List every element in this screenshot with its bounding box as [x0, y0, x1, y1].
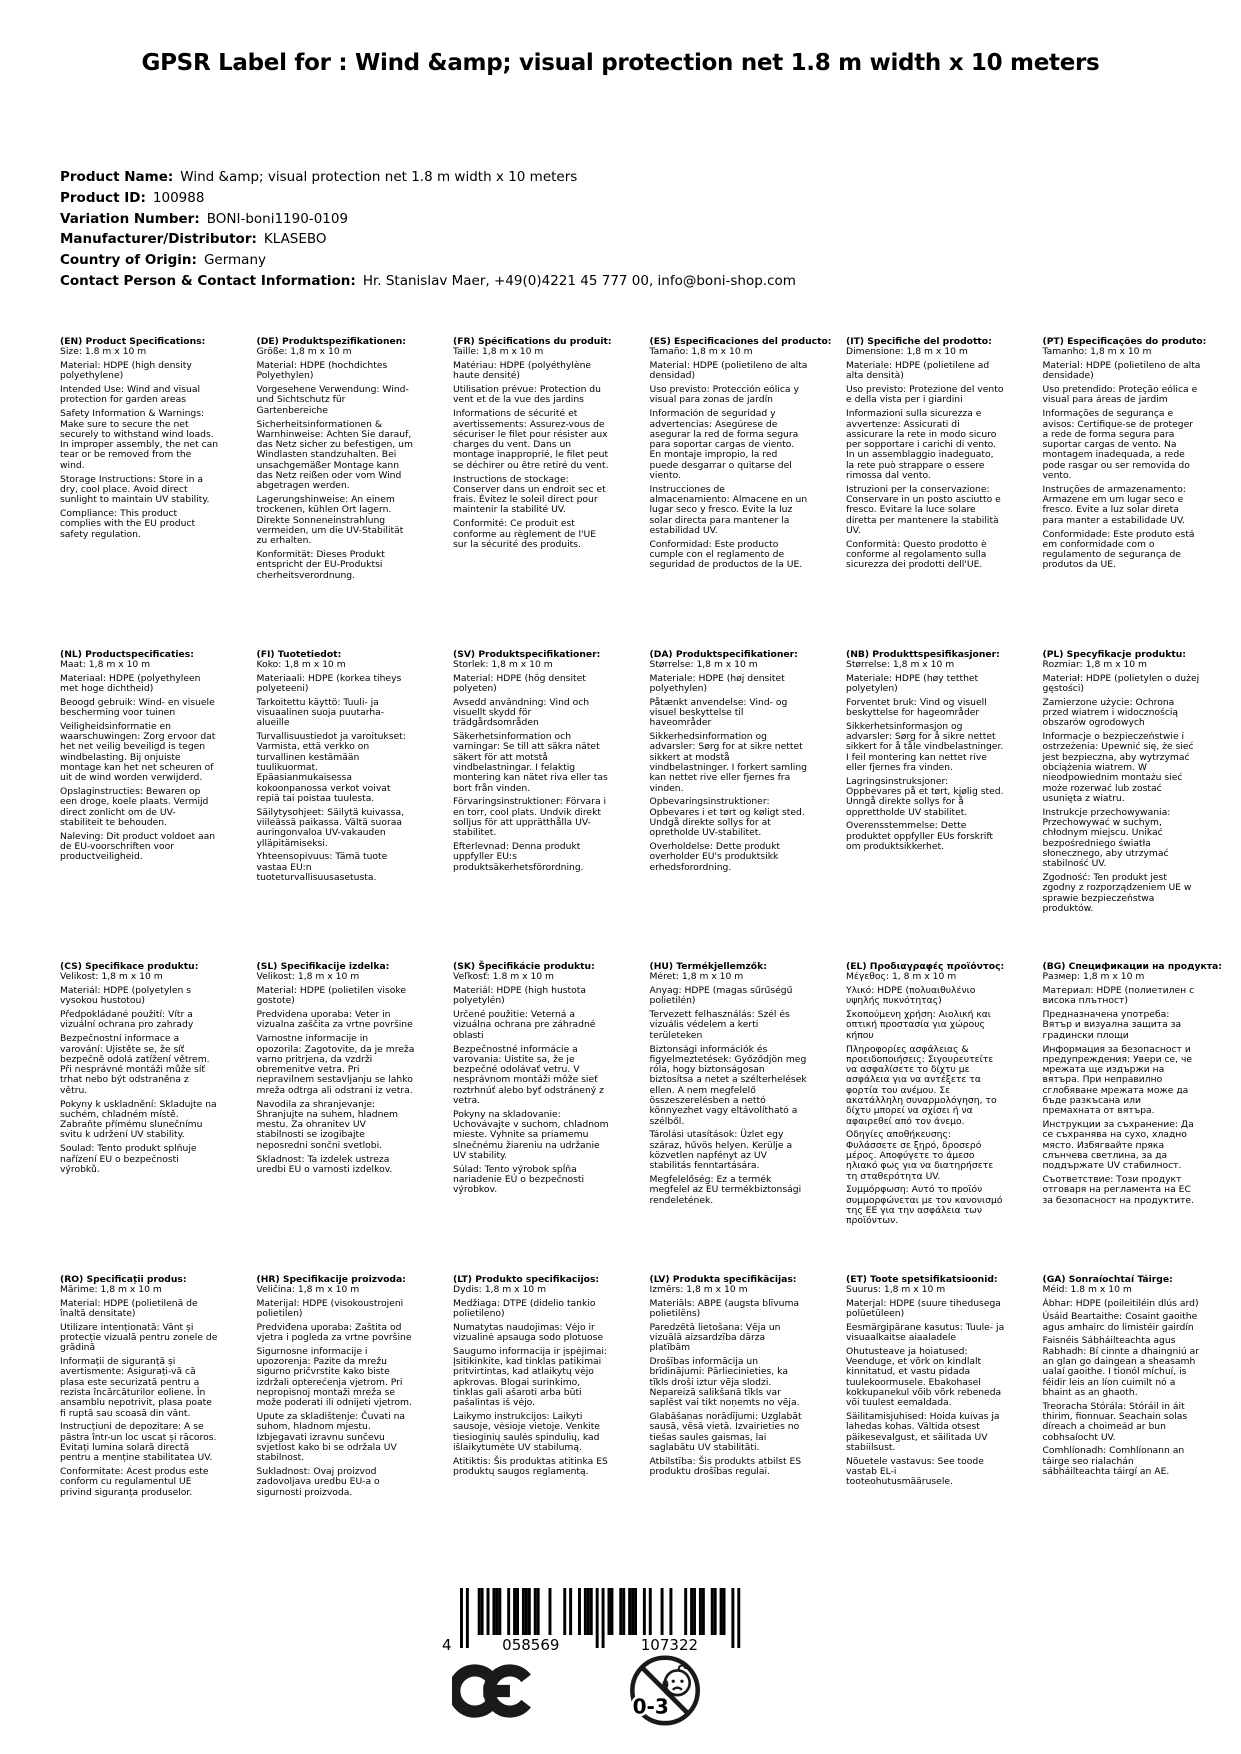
section-paragraph: Информация за безопасност и предупреждения: Увери се, че мрежата ще издържи на вятъра. При неправилно сглобяване мрежата може да бъде разкъсана или премахната от вятъра. — [1042, 1043, 1193, 1117]
language-section — [60, 337, 257, 650]
section-paragraph: Uso previsto: Protezione del vento e della vista per i giardini — [846, 384, 1004, 406]
section-paragraph: Skladnost: Ta izdelek ustreza uredbi EU o varnosti izdelkov. — [256, 1153, 393, 1175]
language-section — [257, 337, 454, 650]
product-info-label: Country of Origin: — [60, 252, 197, 269]
language-section — [650, 650, 847, 963]
language-section — [257, 962, 454, 1275]
section-paragraph: Utilisation prévue: Protection du vent et de la vue des jardins — [453, 384, 601, 406]
section-paragraph: Utilizare intenționată: Vânt și protecție vizuală pentru zonele de grădină — [60, 1321, 218, 1354]
section-paragraph: Påtænkt anvendelse: Vind- og visuel beskyttelse til haveområder — [649, 696, 788, 729]
section-paragraph: Conformidad: Este producto cumple con el reglamento de seguridad de productos de la UE. — [649, 538, 803, 571]
section-paragraph: Treoracha Stórála: Stóráil in áit thirim, fionnuar. Seachain solas díreach a choimeád ar bun cobhsaíocht UV. — [1042, 1400, 1188, 1443]
section-paragraph: Materiale: HDPE (polietilene ad alta densità) — [846, 360, 990, 382]
language-section — [257, 650, 454, 963]
section-paragraph: Размер: 1,8 m x 10 m — [1042, 971, 1145, 983]
product-info-value: Wind &amp; visual protection net 1.8 m width x 10 meters — [180, 169, 578, 185]
section-paragraph: Πληροφορίες ασφάλειας & προειδοποιήσεις: Σιγουρευτείτε να ασφαλίσετε το δίχτυ με ασφάλεια για να αντέξετε τα φορτία του ανέμου. Σε ακατάλληλη συναρμολόγηση, το δίχτυ μπορεί να σχίσει ή να αφαιρεθεί από τον άνεμο. — [846, 1043, 997, 1127]
section-paragraph: Materiál: HDPE (polyetylen s vysokou hustotou) — [60, 985, 192, 1007]
language-section — [650, 1275, 847, 1588]
section-paragraph: Sikkerhedsinformation og advarsler: Sørg for at sikre nettet sikkert at modstå vindbelastninger. I forkert samling kan nettet rive eller fjernes fra vinden. — [649, 731, 807, 794]
section-paragraph: Material: HDPE (polietileno de alta densidad) — [649, 360, 808, 382]
section-paragraph: Efterlevnad: Denna produkt uppfyller EU:s produktsäkerhetsförordning. — [453, 841, 584, 873]
section-paragraph: Materiale: HDPE (høj densitet polyethylen) — [649, 672, 785, 694]
product-info-value: BONI-boni1190-0109 — [206, 210, 349, 227]
section-paragraph: Instrucțiuni de depozitare: A se păstra într-un loc uscat și răcoros. Evitați lumina solară directă pentru a menține stabilitatea UV. — [60, 1421, 217, 1464]
section-paragraph: Μέγεθος: 1, 8 m x 10 m — [846, 971, 957, 983]
section-paragraph: Avsedd användning: Vind och visuellt skydd för trädgårdsområden — [453, 696, 590, 729]
section-paragraph: Nõuetele vastavus: See toode vastab EL-i tooteohutusmäärusele. — [846, 1455, 984, 1488]
page-title: GPSR Label for : Wind &amp; visual protection net 1.8 m width x 10 meters — [141, 50, 1100, 76]
section-paragraph: Matériau: HDPE (polyéthylène haute densité) — [453, 360, 592, 382]
language-section-header: (SK) Špecifikácie produktu: — [453, 961, 595, 972]
product-info-row — [60, 271, 796, 292]
section-paragraph: Maat: 1,8 m x 10 m — [60, 658, 151, 670]
section-paragraph: Säilytysohjeet: Säilytä kuivassa, viileässä paikassa. Vältä suoraa auringonvaloa UV-vakauden ylläpitämiseksi. — [256, 806, 405, 849]
section-paragraph: Drošības informācija un brīdinājumi: Pārliecinieties, ka tīkls droši iztur vēja slodzi. Nepareizā salikšanā tīkls var saplēst vai tikt noņemts no vēja. — [649, 1356, 800, 1409]
age-warning-0-3-icon — [629, 1655, 701, 1727]
language-section-header: (PL) Specyfikacje produktu: — [1042, 648, 1186, 660]
product-info-row — [60, 209, 796, 230]
product-info-block — [60, 167, 796, 292]
ce-mark-icon — [452, 1662, 538, 1720]
product-info-value: KLASEBO — [263, 231, 327, 248]
section-paragraph: Størrelse: 1,8 m x 10 m — [846, 658, 955, 670]
section-paragraph: Úsáid Beartaithe: Cosaint gaoithe agus amhairc do limistéir gairdín — [1042, 1311, 1198, 1333]
section-paragraph: Atitiktis: Šis produktas atitinka ES produktų saugos reglamentą. — [453, 1455, 608, 1478]
product-info-label: Product ID: — [60, 189, 146, 206]
section-paragraph: Conformidade: Este produto está em conformidade com o regulamento de segurança de produtos da UE. — [1042, 528, 1195, 571]
section-paragraph: Glabāšanas norādījumi: Uzglabāt sausā, vēsā vietā. Izvairieties no tiešas saules gaismas, lai saglabātu UV stabilitāti. — [649, 1411, 802, 1453]
section-paragraph: Velikost: 1,8 m x 10 m — [256, 971, 360, 983]
section-paragraph: Predvidena uporaba: Veter in vizualna zaščita za vrtne površine — [256, 1009, 413, 1031]
section-paragraph: Suurus: 1,8 m x 10 m — [846, 1283, 946, 1295]
section-paragraph: Veličina: 1,8 m x 10 m — [256, 1283, 360, 1295]
section-paragraph: Material: HDPE (high density polyethylene) — [60, 360, 192, 382]
language-section-header: (SV) Produktspecifikationer: — [453, 648, 601, 660]
section-paragraph: Turvallisuustiedot ja varoitukset: Varmista, että verkko on turvallinen kestämään tuulikuormat. Epäasianmukaisessa kokoonpanossa verkot voivat repiä tai poistaa tuulesta. — [256, 731, 406, 804]
section-paragraph: Größe: 1,8 m x 10 m — [256, 346, 352, 358]
section-paragraph: Material: HDPE (polietilen visoke gostote) — [256, 985, 407, 1007]
section-paragraph: Určené použitie: Veterná a vizuálna ochrana pre záhradné oblasti — [453, 1009, 596, 1041]
language-section — [846, 1275, 1043, 1588]
section-paragraph: Safety Information & Warnings: Make sure to secure the net securely to withstand wind loads. In improper assembly, the net can tear or be removed from the wind. — [60, 408, 219, 471]
ean13-barcode — [430, 1586, 750, 1658]
section-paragraph: Naleving: Dit product voldoet aan de EU-voorschriften voor productveiligheid. — [60, 830, 216, 863]
language-section-header: (LV) Produkta specifikācijas: — [649, 1273, 797, 1285]
section-paragraph: Paredzētā lietošana: Vēja un vizuālā aizsardzība dārza platībām — [649, 1321, 781, 1354]
section-paragraph: Bezpečnostné informácie a varovania: Uistite sa, že je bezpečné odolávať vetru. V nesprávnom montáži môže sieť roztrhnúť alebo byť odstránený z vetra. — [453, 1043, 604, 1107]
section-paragraph: Material: HDPE (polietileno de alta densidade) — [1042, 360, 1201, 382]
section-paragraph: Istruzioni per la conservazione: Conservare in un posto asciutto e fresco. Evitare la luce solare diretta per mantenere la stabilità UV. — [846, 483, 1001, 537]
language-section-header: (CS) Specifikace produktu: — [60, 961, 199, 972]
section-paragraph: Conformité: Ce produit est conforme au règlement de l'UE sur la sécurité des produits. — [453, 518, 597, 550]
language-section — [60, 1275, 257, 1588]
section-paragraph: Veiligheidsinformatie en waarschuwingen: Zorg ervoor dat het net veilig beveiligd is tegen windbelasting. Bij onjuiste montage kan het net scheuren of uit de wind worden verwijderd. — [60, 720, 216, 784]
section-paragraph: Medžiaga: DTPE (didelio tankio polietileno) — [453, 1297, 596, 1319]
language-section-header: (IT) Specifiche del prodotto: — [846, 336, 992, 347]
language-section-header: (LT) Produkto specifikacijos: — [453, 1273, 600, 1285]
barcode-digit-left: 4 — [442, 1636, 452, 1654]
language-sections-grid — [60, 337, 1239, 1587]
section-paragraph: Izmērs: 1,8 m x 10 m — [649, 1283, 748, 1295]
product-info-row — [60, 229, 796, 250]
section-paragraph: Säilitamisjuhised: Hoida kuivas ja lahedas kohas. Vältida otsest päikesevalgust, et säilitada UV stabiilsust. — [846, 1411, 1000, 1453]
section-paragraph: Dydis: 1,8 m x 10 m — [453, 1283, 547, 1295]
section-paragraph: Eesmärgipärane kasutus: Tuule- ja visuaalkaitse aiaaladele — [846, 1321, 1005, 1343]
section-paragraph: Soulad: Tento produkt splňuje nařízení EU o bezpečnosti výrobků. — [60, 1143, 197, 1175]
language-section — [1043, 1275, 1240, 1588]
section-paragraph: Varnostne informacije in opozorila: Zagotovite, da je mreža varno pritrjena, da vzdrži obremenitve vetra. Pri nepravilnem sestavljanju se lahko mreža odtrga ali odstrani iz vetra. — [256, 1033, 415, 1096]
product-info-row — [60, 167, 796, 188]
section-paragraph: Size: 1.8 m x 10 m — [60, 346, 147, 358]
section-paragraph: Материал: HDPE (полиетилен с висока плътност) — [1042, 985, 1195, 1007]
section-paragraph: Opslaginstructies: Bewaren op een droge, koele plaats. Vermijd direct zonlicht om de UV-stabiliteit te behouden. — [60, 786, 209, 828]
section-paragraph: Informations de sécurité et avertissements: Assurez-vous de sécuriser le filet pour résister aux charges du vent. Dans un montage inapproprié, le filet peut se déchirer ou être retiré du vent. — [453, 408, 609, 471]
section-paragraph: Comhlíonadh: Comhlíonann an táirge seo rialachán sábháilteachta táirgí an AE. — [1042, 1445, 1185, 1478]
section-paragraph: Säkerhetsinformation och varningar: Se till att säkra nätet säkert för att motstå vindbelastningar. I felaktig montering kan nätet riva eller tas bort från vinden. — [453, 731, 608, 794]
section-paragraph: Mărime: 1,8 m x 10 m — [60, 1283, 162, 1295]
product-info-label: Contact Person & Contact Information: — [60, 272, 356, 289]
product-info-value: Hr. Stanislav Maer, +49(0)4221 45 777 00, info@boni-shop.com — [362, 272, 796, 289]
section-paragraph: Material: HDPE (polietilenă de înaltă densitate) — [60, 1297, 198, 1319]
section-paragraph: Anyag: HDPE (magas sűrűségű polietilén) — [649, 985, 793, 1007]
language-section — [1043, 337, 1240, 650]
section-paragraph: Opbevaringsinstruktioner: Opbevares i et tørt og køligt sted. Undgå direkte sollys for at opretholde UV-stabilitet. — [649, 796, 805, 839]
section-paragraph: Materiale: HDPE (høy tetthet polyetylen) — [846, 672, 979, 694]
product-info-row — [60, 188, 796, 209]
section-paragraph: Laikymo instrukcijos: Laikyti sausoje, vėsioje vietoje. Venkite tiesioginių saulės spindulių, kad išlaikytumėte UV stabilumą. — [453, 1411, 600, 1453]
section-paragraph: Størrelse: 1,8 m x 10 m — [649, 658, 758, 670]
language-section-header: (FI) Tuotetiedot: — [256, 648, 342, 660]
section-paragraph: Storage Instructions: Store in a dry, cool place. Avoid direct sunlight to maintain UV stability. — [60, 473, 210, 506]
section-paragraph: Sicherheitsinformationen & Warnhinweise: Achten Sie darauf, das Netz sicher zu befestigen, um Windlasten standzuhalten. Bei unsachgemäßer Montage kann das Netz reißen oder vom Wind abgetragen werden. — [256, 418, 413, 492]
section-paragraph: Overensstemmelse: Dette produktet oppfyller EUs forskrift om produktsikkerhet. — [846, 820, 994, 853]
section-paragraph: Overholdelse: Dette produkt overholder EU's produktsikk erhedsforordning. — [649, 841, 781, 873]
language-section — [257, 1275, 454, 1588]
section-paragraph: Información de seguridad y advertencias: Asegúrese de asegurar la red de forma segura para soportar cargas de viento. En montaje impropio, la red puede desgarrar o quitarse del viento. — [649, 408, 799, 482]
section-paragraph: Conformitate: Acest produs este conform cu regulamentul UE privind siguranța produselor. — [60, 1466, 209, 1498]
section-paragraph: Sukladnost: Ovaj proizvod zadovoljava uredbu EU-a o sigurnosti proizvoda. — [256, 1466, 380, 1498]
section-paragraph: Bezpečnostní informace a varování: Ujistěte se, že síť bezpečně odolá zatížení větrem. Při nesprávné montáži může síť trhat nebo být odstraněna z větru. — [60, 1033, 210, 1096]
section-paragraph: Megfelelőség: Ez a termék megfelel az EU termékbiztonsági rendeletének. — [649, 1174, 802, 1206]
language-section-header: (NL) Productspecificaties: — [60, 648, 194, 660]
section-paragraph: Informazioni sulla sicurezza e avvertenze: Assicurati di assicurare la rete in modo sicuro per sopportare i carichi di vento. In un assemblaggio inadeguato, la rete può strappare o essere rimossa dal vento. — [846, 408, 997, 482]
language-section — [1043, 962, 1240, 1275]
section-paragraph: Intended Use: Wind and visual protection for garden areas — [60, 384, 201, 406]
section-paragraph: Συμμόρφωση: Αυτό το προϊόν συμμορφώνεται με τον κανονισμό της ΕΕ για την ασφάλεια των προϊόντων. — [846, 1184, 1003, 1227]
language-section-header: (GA) Sonraíochtaí Táirge: — [1042, 1273, 1173, 1285]
language-section — [846, 337, 1043, 650]
age-range-label: 0-3 — [632, 1694, 669, 1719]
section-paragraph: Saugumo informacija ir įspėjimai: Įsitikinkite, kad tinklas patikimai pritvirtintas, kad atlaikytų vėjo apkrovas. Blogai surinkimo, tinklas gali ašaroti arba būti pašalintas iš vėjo. — [453, 1345, 607, 1409]
barcode-digits-group1: 058569 — [502, 1636, 560, 1654]
section-paragraph: Taille: 1,8 m x 10 m — [453, 346, 544, 358]
section-paragraph: Zgodność: Ten produkt jest zgodny z rozporządzeniem UE w sprawie bezpieczeństwa produktów. — [1042, 871, 1192, 914]
section-paragraph: Informações de segurança e avisos: Certifique-se de proteger a rede de forma segura para suportar cargas de vento. Na montagem inadequada, a rede pode rasgar ou ser removida do vento. — [1042, 408, 1194, 482]
section-paragraph: Méret: 1,8 m x 10 m — [649, 971, 744, 983]
product-info-row — [60, 250, 796, 271]
section-paragraph: Materiał: HDPE (polietylen o dużej gęstości) — [1042, 672, 1200, 694]
product-info-value: Germany — [203, 252, 266, 269]
language-section-header: (DA) Produktspecifikationer: — [649, 648, 798, 660]
section-paragraph: Koko: 1,8 m x 10 m — [256, 658, 346, 670]
section-paragraph: Tamaño: 1,8 m x 10 m — [649, 346, 753, 358]
section-paragraph: Numatytas naudojimas: Vėjo ir vizualinė apsauga sodo plotuose — [453, 1321, 604, 1343]
section-paragraph: Οδηγίες αποθήκευσης: Φυλάσσετε σε ξηρό, δροσερό μέρος. Αποφύγετε το άμεσο ηλιακό φως για να διατηρήσετε τη σταθερότητα UV. — [846, 1129, 994, 1182]
section-paragraph: Compliance: This product complies with the EU product safety regulation. — [60, 507, 196, 540]
section-paragraph: Lagerungshinweise: An einem trockenen, kühlen Ort lagern. Direkte Sonneneinstrahlung vermeiden, um die UV-Stabilität zu erhalten. — [256, 494, 404, 547]
section-paragraph: Materiaali: HDPE (korkea tiheys polyeteeni) — [256, 672, 402, 694]
section-paragraph: Instrukcje przechowywania: Przechowywać w suchym, chłodnym miejscu. Unikać bezpośredniego światła słonecznego, aby utrzymać stabilność UV. — [1042, 806, 1171, 870]
section-paragraph: Tervezett felhasználás: Szél és vizuális védelem a kerti területeken — [649, 1009, 790, 1041]
section-paragraph: Υλικό: HDPE (πολυαιθυλένιο υψηλής πυκνότητας) — [846, 985, 976, 1007]
language-section — [453, 962, 650, 1275]
section-paragraph: Yhteensopivuus: Tämä tuote vastaa EU:n tuoteturvallisuusasetusta. — [256, 851, 388, 883]
language-section-header: (EL) Προδιαγραφές προϊόντος: — [846, 961, 1005, 972]
language-section — [453, 337, 650, 650]
section-paragraph: Informații de siguranță și avertismente: Asigurați-vă că plasa este securizată pentru a rezista încărcăturilor eoliene. În ansamblu nepotrivit, plasa poate fi ruptă sau scoasă din vânt. — [60, 1356, 212, 1419]
section-paragraph: Veľkosť: 1.8 m x 10 m — [453, 971, 555, 983]
section-paragraph: Predviđena uporaba: Zaštita od vjetra i pogleda za vrtne površine — [256, 1321, 412, 1343]
section-paragraph: Rozmiar: 1,8 m x 10 m — [1042, 658, 1147, 670]
language-section — [1043, 650, 1240, 963]
section-paragraph: Konformität: Dieses Produkt entspricht der EU-Produktsi cherheitsverordnung. — [256, 549, 385, 581]
section-paragraph: Informacje o bezpieczeństwie i ostrzeżenia: Upewnić się, że sieć jest bezpieczna, aby wytrzymać obciążenia wiatrem. W nieodpowiednim montażu sieć może rozerwać lub zostać usunięta z wiatru. — [1042, 731, 1194, 804]
language-section — [453, 1275, 650, 1588]
section-paragraph: Material: HDPE (hög densitet polyeten) — [453, 672, 586, 694]
section-paragraph: Materjal: HDPE (suure tihedusega polüetüleen) — [846, 1297, 1001, 1319]
section-paragraph: Materijal: HDPE (visokoustrojeni polietilen) — [256, 1297, 404, 1319]
section-paragraph: Forventet bruk: Vind og visuell beskyttelse for hageområder — [846, 696, 987, 718]
product-info-label: Manufacturer/Distributor: — [60, 231, 257, 248]
language-section — [650, 337, 847, 650]
section-paragraph: Předpokládané použití: Vítr a vizuální ochrana pro zahrady — [60, 1009, 194, 1031]
section-paragraph: Dimensione: 1,8 m x 10 m — [846, 346, 968, 358]
section-paragraph: Upute za skladištenje: Čuvati na suhom, hladnom mjestu. Izbjegavati izravnu sunčevu svjetlost kako bi se održala UV stabilnost. — [256, 1411, 406, 1464]
barcode-digits-group2: 107322 — [640, 1636, 699, 1654]
section-paragraph: Lagringsinstruksjoner: Oppbevares på et tørt, kjølig sted. Unngå direkte sollys for å opprettholde UV stabilitet. — [846, 775, 1004, 818]
section-paragraph: Instrucciones de almacenamiento: Almacene en un lugar seco y fresco. Evite la luz solar directa para mantener la estabilidad UV. — [649, 483, 808, 537]
section-paragraph: Uso previsto: Protección eólica y visual para zonas de jardín — [649, 384, 799, 406]
product-info-label: Product Name: — [60, 169, 174, 185]
product-info-label: Variation Number: — [60, 210, 200, 227]
language-section-header: (SL) Specifikacije izdelka: — [256, 961, 390, 972]
section-paragraph: Storlek: 1,8 m x 10 m — [453, 658, 553, 670]
section-paragraph: Méid: 1.8 m x 10 m — [1042, 1283, 1132, 1295]
section-paragraph: Förvaringsinstruktioner: Förvara i en torr, cool plats. Undvik direkt solljus för att upprätthålla UV-stabilitet. — [453, 796, 607, 839]
language-section-header: (BG) Спецификации на продукта: — [1042, 961, 1222, 972]
section-paragraph: Navodila za shranjevanje: Shranjujte na suhem, hladnem mestu. Za ohranitev UV stabilnosti se izogibajte neposredni sončni svetlobi. — [256, 1098, 399, 1151]
section-paragraph: Zamierzone użycie: Ochrona przed wiatrem i widocznością obszarów ogrodowych — [1042, 696, 1179, 729]
product-info-value: 100988 — [152, 189, 205, 206]
section-paragraph: Uso pretendido: Proteção eólica e visual para áreas de jardim — [1042, 384, 1198, 406]
language-section — [453, 650, 650, 963]
section-paragraph: Ohutusteave ja hoiatused: Veenduge, et võrk on kindlalt kinnitatud, et vastu pidada tuulekoormusele. Ebakohasel kokkupanekul võib võrk rebeneda või tuulest eemaldada. — [846, 1345, 1002, 1409]
section-paragraph: Tarkoitettu käyttö: Tuuli- ja visuaalinen suoja puutarha-alueille — [256, 696, 385, 729]
section-paragraph: Инструкции за съхранение: Да се съхранява на сухо, хладно място. Избягвайте пряка слънчева светлина, за да поддържате UV стабилност. — [1042, 1119, 1194, 1172]
baby-face-icon — [663, 1665, 689, 1695]
section-paragraph: Material: HDPE (hochdichtes Polyethylen) — [256, 360, 388, 382]
section-paragraph: Instructions de stockage: Conserver dans un endroit sec et frais. Évitez le soleil direct pour maintenir la stabilité UV. — [453, 473, 606, 516]
section-paragraph: Materiāls: ABPE (augsta blīvuma polietilēns) — [649, 1297, 800, 1319]
language-section-header: (RO) Specificații produs: — [60, 1273, 187, 1285]
section-paragraph: Instruções de armazenamento: Armazene em um lugar seco e fresco. Evite a luz solar direta para manter a estabilidade UV. — [1042, 483, 1186, 526]
section-paragraph: Súlad: Tento výrobok spĺňa nariadenie EÚ o bezpečnosti výrobkov. — [453, 1163, 585, 1196]
section-paragraph: Materiaal: HDPE (polyethyleen met hoge dichtheid) — [60, 672, 201, 694]
language-section-header: (NB) Produkttspesifikasjoner: — [846, 648, 1000, 660]
section-paragraph: Atbilstība: Šis produkts atbilst ES produktu drošības regulai. — [649, 1455, 802, 1478]
language-section — [846, 962, 1043, 1275]
language-section-header: (ET) Toote spetsifikatsioonid: — [846, 1273, 998, 1285]
section-paragraph: Sigurnosne informacije i upozorenja: Pazite da mrežu sigurno pričvrstite kako biste izdržali opterećenja vjetrom. Pri nepropisnoj montaži mreža se može poderati ili odnijeti vjetrom. — [256, 1345, 412, 1409]
language-section — [650, 962, 847, 1275]
language-section-header: (ES) Especificaciones del producto: — [649, 336, 832, 347]
section-paragraph: Съответствие: Този продукт отговаря на регламента на ЕС за безопасност на продуктите. — [1042, 1174, 1195, 1206]
section-paragraph: Tamanho: 1,8 m x 10 m — [1042, 346, 1152, 358]
language-section — [846, 650, 1043, 963]
section-paragraph: Pokyny k uskladnění: Skladujte na suchém, chladném místě. Zabraňte přímému slunečnímu svitu k udržení UV stability. — [60, 1098, 217, 1141]
section-paragraph: Conformità: Questo prodotto è conforme al regolamento sulla sicurezza dei prodotti dell'UE. — [846, 538, 987, 571]
language-section-header: (EN) Product Specifications: — [60, 336, 206, 347]
language-section-header: (HU) Termékjellemzők: — [649, 961, 767, 972]
section-paragraph: Materiál: HDPE (high hustota polyetylén) — [453, 985, 587, 1007]
section-paragraph: Velikost: 1,8 m x 10 m — [60, 971, 163, 983]
language-section-header: (PT) Especificações do produto: — [1042, 336, 1207, 347]
section-paragraph: Beoogd gebruik: Wind- en visuele bescherming voor tuinen — [60, 696, 215, 718]
language-section-header: (FR) Spécifications du produit: — [453, 336, 612, 347]
section-paragraph: Biztonsági információk és figyelmeztetések: Győződjön meg róla, hogy biztonságosan biztosítsa a netet a szélterhelések ellen. A nem megfelelő összeszerelésben a nettó könnyezhet vagy eltávolítható a szélből. — [649, 1043, 807, 1127]
section-paragraph: Предназначена употреба: Вятър и визуална защита за градински площи — [1042, 1009, 1182, 1041]
language-section-header: (DE) Produktspezifikationen: — [256, 336, 406, 347]
language-section — [60, 962, 257, 1275]
section-paragraph: Σκοπούμενη χρήση: Αιολική και οπτική προστασία για χώρους κήπου — [846, 1009, 991, 1041]
section-paragraph: Ábhar: HDPE (poileitiléin dlús ard) — [1042, 1297, 1199, 1309]
section-paragraph: Vorgesehene Verwendung: Wind- und Sichtschutz für Gartenbereiche — [256, 384, 409, 416]
section-paragraph: Tárolási utasítások: Üzlet egy száraz, hűvös helyen. Kerülje a közvetlen napfényt az UV stabilitás fenntartására. — [649, 1129, 793, 1172]
language-section-header: (HR) Specifikacije proizvoda: — [256, 1273, 406, 1285]
language-section — [60, 650, 257, 963]
section-paragraph: Faisnéis Sábháilteachta agus Rabhadh: Bí cinnte a dhaingniú ar an glan go daingean a sheasamh ualaí gaoithe. I tionól míchuí, is féidir leis an líon cuimilt nó a bhaint as an ghaoth. — [1042, 1335, 1200, 1398]
section-paragraph: Sikkerhetsinformasjon og advarsler: Sørg for å sikre nettet sikkert for å tåle vindbelastninger. I feil montering kan nettet rive eller fjernes fra vinden. — [846, 720, 1004, 773]
section-paragraph: Pokyny na skladovanie: Uchovávajte v suchom, chladnom mieste. Vyhnite sa priamemu slnečnému žiareniu na udržanie UV stability. — [453, 1108, 609, 1162]
